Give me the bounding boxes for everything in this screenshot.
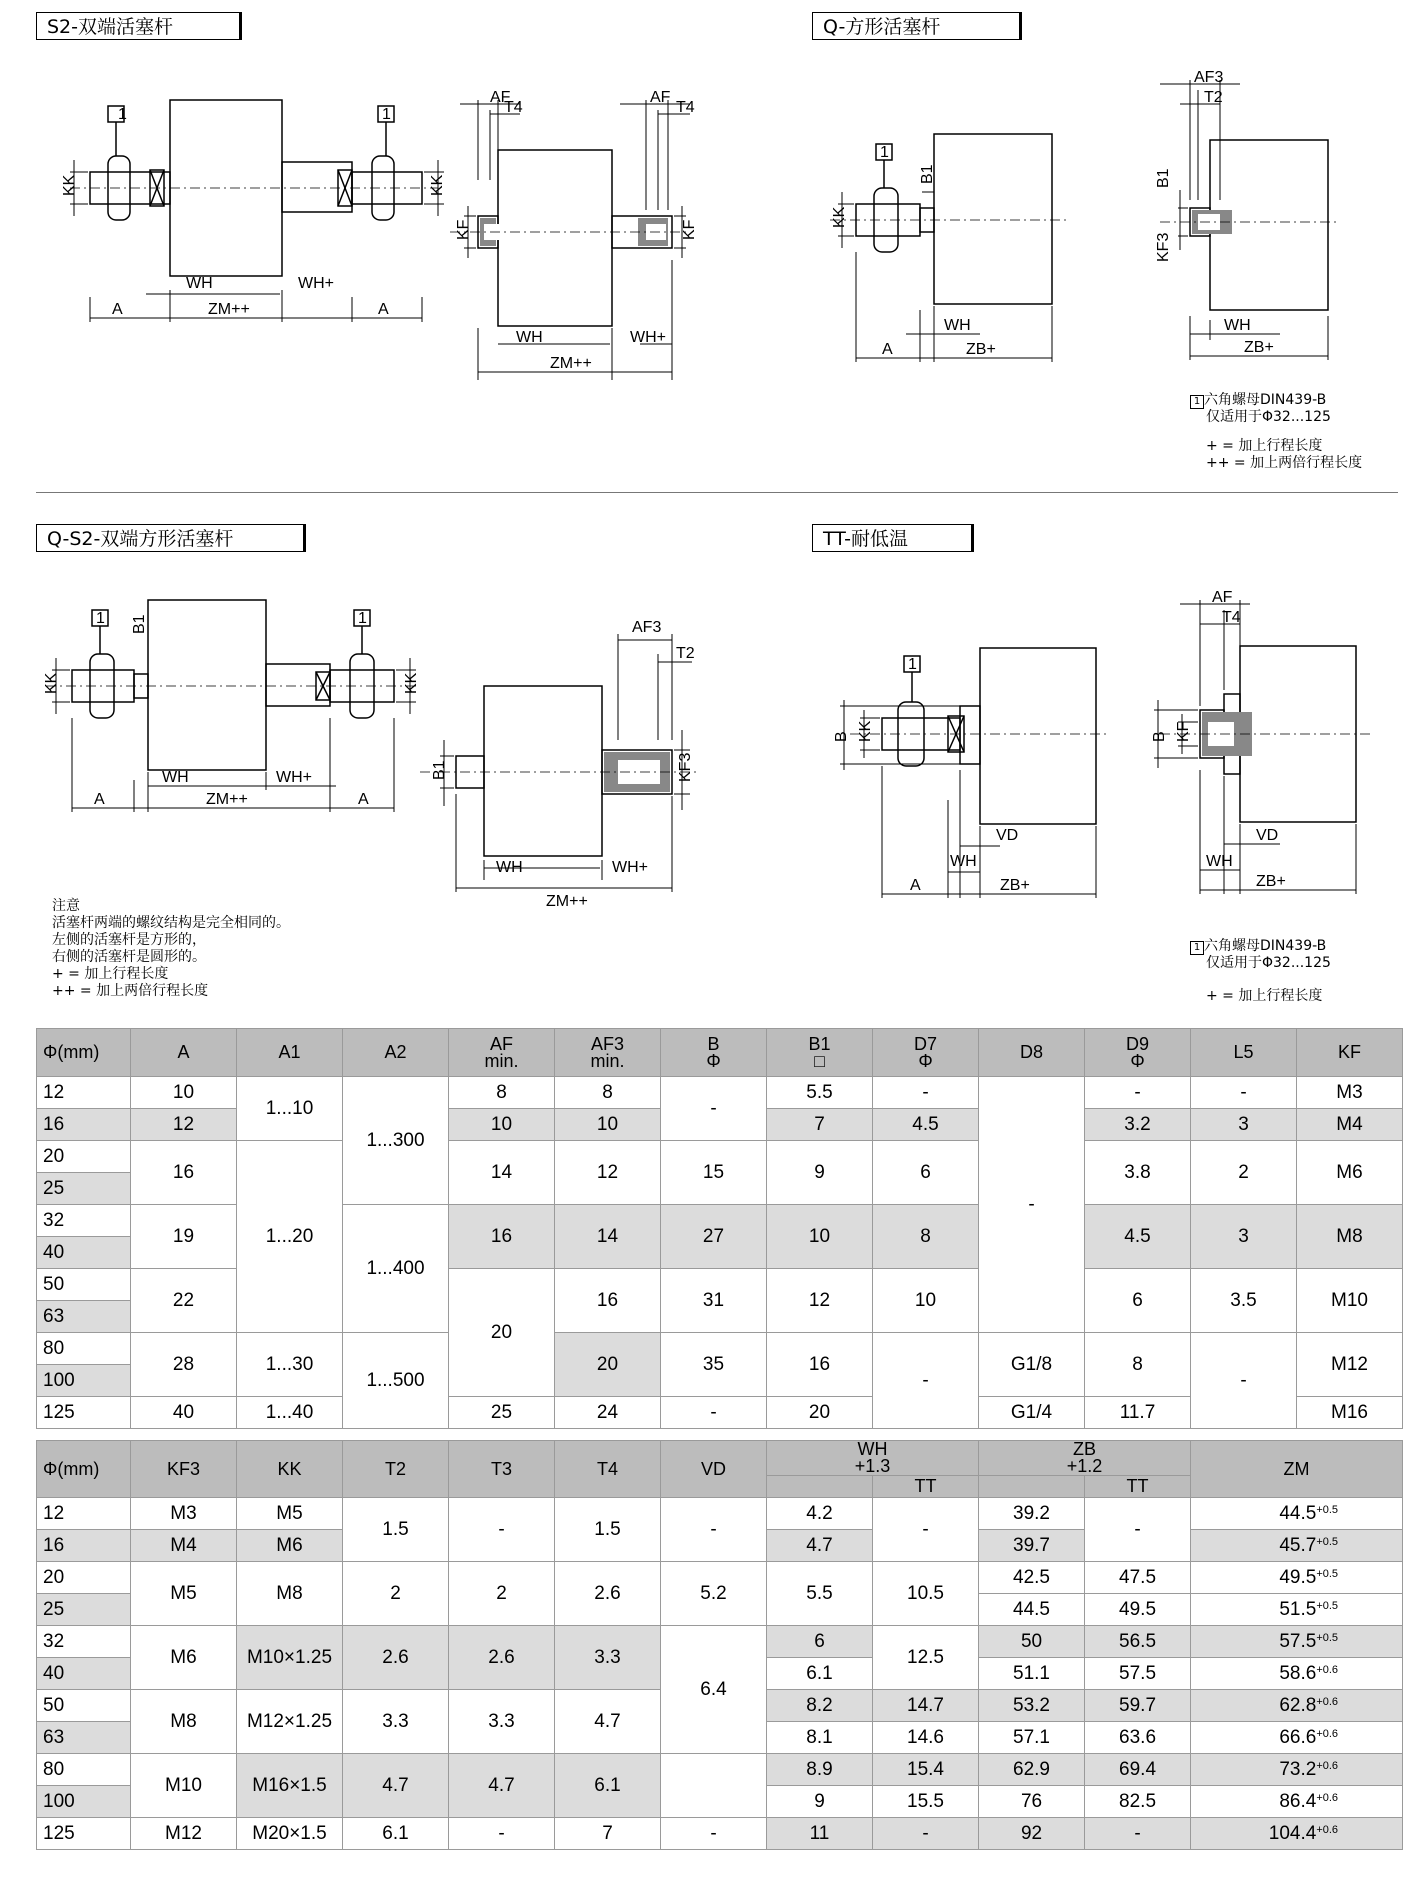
svg-text:ZM++: ZM++ [546,893,588,910]
svg-text:T4: T4 [1222,609,1241,626]
t2-cell: M8 [237,1562,343,1626]
t1-cell: 11.7 [1085,1397,1191,1429]
t1-header-phi: Φ(mm) [37,1029,131,1077]
t1-cell: 10 [873,1269,979,1333]
t2-cell: 16 [37,1530,131,1562]
t1-cell: 50 [37,1269,131,1301]
legend-bottom-nut-line1: 六角螺母DIN439-B [1204,938,1327,954]
t1-header-B1: B1 □ [767,1029,873,1077]
t1-cell: 12 [131,1109,237,1141]
drawing-s2-section [450,90,720,380]
section-title-qs2: Q-S2-双端方形活塞杆 [36,524,306,552]
t1-cell: G1/8 [979,1333,1085,1397]
t1-cell: 28 [131,1333,237,1397]
svg-text:AF: AF [1212,589,1233,606]
legend-plus: + = 加上行程长度 [1206,438,1323,454]
t2-cell: 49.5 [1085,1594,1191,1626]
t1-cell: 14 [449,1141,555,1205]
notice-line4: + = 加上行程长度 [52,966,169,982]
t1-cell: 10 [131,1077,237,1109]
drawing-s2-side [60,90,446,330]
svg-text:1: 1 [908,656,917,673]
t1-cell: 3.8 [1085,1141,1191,1205]
t2-cell: 12 [37,1498,131,1530]
t2-cell: 40 [37,1658,131,1690]
t2-header-KK: KK [237,1441,343,1498]
svg-text:KF: KF [1175,721,1192,742]
svg-text:1: 1 [382,106,391,123]
svg-text:WH: WH [944,317,971,334]
t2-cell: 25 [37,1594,131,1626]
svg-text:ZB+: ZB+ [1000,877,1030,894]
section-title-tt: TT-耐低温 [812,524,974,552]
t1-cell: 6 [1085,1269,1191,1333]
t2-cell: M5 [131,1562,237,1626]
t2-cell: 2 [449,1562,555,1626]
svg-text:KK: KK [61,174,78,196]
t1-cell: 5.5 [767,1077,873,1109]
svg-text:ZM++: ZM++ [206,791,248,808]
t2-cell: $86.4^{+0.6}$ [1191,1786,1403,1818]
t2-cell: $104.4^{+0.6}$ [1191,1818,1403,1850]
dimension-table-2 [36,1440,1403,1850]
t1-cell: - [661,1397,767,1429]
t2-cell: - [449,1498,555,1562]
svg-text:AF: AF [490,89,511,106]
t1-header-A1: A1 [237,1029,343,1077]
t1-header-D8: D8 [979,1029,1085,1077]
svg-text:WH: WH [162,769,189,786]
t2-header-ZB: ZB +1.2 [979,1441,1191,1476]
t2-cell: 6 [767,1626,873,1658]
t2-cell: 42.5 [979,1562,1085,1594]
notice-line2: 左侧的活塞杆是方形的， [52,932,206,948]
t2-cell: 39.7 [979,1530,1085,1562]
svg-text:KK: KK [857,720,874,742]
t1-cell: - [1085,1077,1191,1109]
svg-text:ZB+: ZB+ [1256,873,1286,890]
t1-cell: M8 [1297,1205,1403,1269]
svg-text:KF3: KF3 [1155,232,1172,262]
t1-cell: 20 [37,1141,131,1173]
t2-cell: $44.5^{+0.5}$ [1191,1498,1403,1530]
drawing-tt-side [830,640,1110,900]
t1-cell: 8 [449,1077,555,1109]
t1-cell: 16 [767,1333,873,1397]
svg-text:WH+: WH+ [612,859,648,876]
t2-cell: 14.7 [873,1690,979,1722]
svg-text:AF: AF [650,89,671,106]
svg-text:WH: WH [516,329,543,346]
t2-cell: 15.5 [873,1786,979,1818]
t2-cell: 3.3 [343,1690,449,1754]
section-divider [36,492,1398,493]
t2-cell: 47.5 [1085,1562,1191,1594]
t1-cell: 25 [449,1397,555,1429]
t1-header-L5: L5 [1191,1029,1297,1077]
svg-text:KK: KK [429,174,446,196]
t2-header-KF3: KF3 [131,1441,237,1498]
t1-cell: 16 [37,1109,131,1141]
t1-cell: 1...400 [343,1205,449,1333]
t2-cell: 125 [37,1818,131,1850]
t1-cell: 4.5 [1085,1205,1191,1269]
svg-text:1: 1 [880,144,889,161]
t1-cell: 3.2 [1085,1109,1191,1141]
t1-cell: - [873,1077,979,1109]
t1-cell: 16 [449,1205,555,1269]
t2-cell: 100 [37,1786,131,1818]
t2-cell: 2.6 [343,1626,449,1690]
t1-cell: 125 [37,1397,131,1429]
t2-cell: 2.6 [555,1562,661,1626]
svg-text:KF: KF [455,219,472,240]
svg-text:1: 1 [118,106,127,123]
legend-nut-line1: 六角螺母DIN439-B [1204,392,1327,408]
t2-cell: 3.3 [555,1626,661,1690]
svg-text:A: A [910,877,921,894]
svg-text:WH: WH [186,275,213,292]
svg-text:T4: T4 [676,99,695,116]
t2-cell: $58.6^{+0.6}$ [1191,1658,1403,1690]
svg-text:WH+: WH+ [630,329,666,346]
t2-cell: 4.2 [767,1498,873,1530]
t2-cell: 8.2 [767,1690,873,1722]
t1-cell: M16 [1297,1397,1403,1429]
t2-cell: 32 [37,1626,131,1658]
t1-cell: 12 [767,1269,873,1333]
svg-text:T2: T2 [1204,89,1223,106]
t1-cell: 8 [555,1077,661,1109]
t1-cell: 27 [661,1205,767,1269]
legend-nut-line2: 仅适用于Φ32...125 [1206,409,1331,425]
t2-cell: 82.5 [1085,1786,1191,1818]
t1-cell: 1...40 [237,1397,343,1429]
t2-header-T4: T4 [555,1441,661,1498]
t1-header-A: A [131,1029,237,1077]
notice-line5: ++ = 加上两倍行程长度 [52,983,209,999]
svg-text:WH+: WH+ [276,769,312,786]
t1-cell: 10 [767,1205,873,1269]
t1-cell: 10 [449,1109,555,1141]
t2-cell: M20×1.5 [237,1818,343,1850]
t1-header-B: B Φ [661,1029,767,1077]
svg-text:KK: KK [831,206,848,228]
t1-cell: M12 [1297,1333,1403,1397]
svg-text:B1: B1 [1155,168,1172,188]
t2-cell: 10.5 [873,1562,979,1626]
t1-cell: 1...30 [237,1333,343,1397]
svg-text:B: B [1151,731,1168,742]
svg-text:VD: VD [996,827,1019,844]
t2-cell: 12.5 [873,1626,979,1690]
t2-cell: 14.6 [873,1722,979,1754]
t1-cell: 19 [131,1205,237,1269]
t1-cell: 22 [131,1269,237,1333]
drawing-q-side [830,130,1080,370]
t1-cell: 20 [767,1397,873,1429]
legend-bottom-plus: + = 加上行程长度 [1206,988,1323,1004]
t1-cell: M10 [1297,1269,1403,1333]
t2-header-WH-std [767,1476,873,1498]
t1-header-AF: AF min. [449,1029,555,1077]
t2-cell: 6.1 [555,1754,661,1818]
t2-cell: $73.2^{+0.6}$ [1191,1754,1403,1786]
t2-cell: 44.5 [979,1594,1085,1626]
t1-cell: 12 [37,1077,131,1109]
t2-cell: 57.1 [979,1722,1085,1754]
svg-text:ZM++: ZM++ [208,301,250,318]
t2-cell: M6 [237,1530,343,1562]
t2-cell: 8.1 [767,1722,873,1754]
t1-header-KF: KF [1297,1029,1403,1077]
t2-cell: 6.1 [343,1818,449,1850]
svg-text:WH: WH [950,853,977,870]
svg-text:A: A [358,791,369,808]
svg-text:AF3: AF3 [1194,69,1224,86]
t2-cell: 59.7 [1085,1690,1191,1722]
t2-cell: M4 [131,1530,237,1562]
t2-cell: 4.7 [767,1530,873,1562]
t1-cell: - [661,1077,767,1141]
legend-plusplus: ++ = 加上两倍行程长度 [1206,455,1363,471]
legend-bottom-nut-line2: 仅适用于Φ32...125 [1206,955,1331,971]
t2-cell: 4.7 [343,1754,449,1818]
svg-text:T4: T4 [504,99,523,116]
t1-cell: 6 [873,1141,979,1205]
svg-text:ZM++: ZM++ [550,355,592,372]
notice-line1: 活塞杆两端的螺纹结构是完全相同的。 [52,915,290,931]
t2-cell: 92 [979,1818,1085,1850]
svg-text:ZB+: ZB+ [966,341,996,358]
t2-cell: 7 [555,1818,661,1850]
t2-cell: M8 [131,1690,237,1754]
t1-cell: 12 [555,1141,661,1205]
t2-cell: 6.1 [767,1658,873,1690]
t2-cell: 76 [979,1786,1085,1818]
t1-cell: 3 [1191,1109,1297,1141]
t1-cell: 100 [37,1365,131,1397]
t2-cell: 80 [37,1754,131,1786]
t1-cell: - [1191,1077,1297,1109]
svg-text:A: A [378,301,389,318]
t2-cell: $66.6^{+0.6}$ [1191,1722,1403,1754]
svg-text:1: 1 [96,610,105,627]
t2-cell: 53.2 [979,1690,1085,1722]
svg-text:VD: VD [1256,827,1279,844]
t2-cell: 2.6 [449,1626,555,1690]
t2-cell: $51.5^{+0.5}$ [1191,1594,1403,1626]
t2-cell: $49.5^{+0.5}$ [1191,1562,1403,1594]
svg-text:1: 1 [358,610,367,627]
dimension-table-1 [36,1028,1403,1429]
svg-text:KF: KF [681,219,698,240]
t1-cell: - [873,1333,979,1429]
svg-text:ZB+: ZB+ [1244,339,1274,356]
t2-cell: M6 [131,1626,237,1690]
t2-cell: 6.4 [661,1626,767,1754]
t2-cell: 1.5 [555,1498,661,1562]
t2-cell: 15.4 [873,1754,979,1786]
t1-cell: 10 [555,1109,661,1141]
t1-cell: 1...500 [343,1333,449,1429]
t1-cell: 1...10 [237,1077,343,1141]
t1-cell: 40 [131,1397,237,1429]
t2-cell: $57.5^{+0.5}$ [1191,1626,1403,1658]
t2-cell: 63.6 [1085,1722,1191,1754]
section-title-s2: S2-双端活塞杆 [36,12,242,40]
svg-text:WH: WH [1206,853,1233,870]
svg-text:WH: WH [1224,317,1251,334]
t1-cell: 20 [555,1333,661,1397]
notice-block [52,898,290,1000]
t1-cell: 15 [661,1141,767,1205]
t1-cell: 16 [555,1269,661,1333]
drawing-q-section [1120,70,1350,370]
svg-text:B1: B1 [919,164,936,184]
t1-cell: 4.5 [873,1109,979,1141]
t2-cell: 39.2 [979,1498,1085,1530]
t1-header-A2: A2 [343,1029,449,1077]
t2-header-WH-TT: TT [873,1476,979,1498]
t1-cell: 16 [131,1141,237,1205]
t2-cell: 3.3 [449,1690,555,1754]
t1-cell: 7 [767,1109,873,1141]
notice-line3: 右侧的活塞杆是圆形的。 [52,949,206,965]
t1-cell: 25 [37,1173,131,1205]
t2-cell: - [873,1818,979,1850]
svg-text:B1: B1 [431,760,448,780]
drawing-tt-section [1140,590,1380,910]
t2-cell: M12 [131,1818,237,1850]
t2-cell: 11 [767,1818,873,1850]
t1-cell: 3.5 [1191,1269,1297,1333]
svg-text:AF3: AF3 [632,619,662,636]
svg-text:T2: T2 [676,645,695,662]
t1-cell: M3 [1297,1077,1403,1109]
t1-cell: 14 [555,1205,661,1269]
svg-text:A: A [112,301,123,318]
t2-cell: - [873,1498,979,1562]
drawing-qs2-side [36,600,436,820]
t1-cell: 35 [661,1333,767,1397]
t2-cell: 4.7 [449,1754,555,1818]
legend-bottom: 1 六角螺母DIN439-B 仅适用于Φ32...125 + = 加上行程长度 [1190,938,1331,1005]
t2-cell: 4.7 [555,1690,661,1754]
t2-cell: M3 [131,1498,237,1530]
t2-cell: M10×1.25 [237,1626,343,1690]
t1-cell: 8 [873,1205,979,1269]
t1-cell: 63 [37,1301,131,1333]
svg-text:WH+: WH+ [298,275,334,292]
t2-cell: 51.1 [979,1658,1085,1690]
drawing-qs2-section [420,610,720,910]
t2-cell: - [661,1498,767,1562]
t1-cell: 1...20 [237,1141,343,1333]
t2-header-VD: VD [661,1441,767,1498]
svg-text:B: B [833,731,850,742]
svg-text:B1: B1 [131,614,148,634]
t1-header-AF3: AF3 min. [555,1029,661,1077]
t2-cell: 63 [37,1722,131,1754]
t2-cell: 5.5 [767,1562,873,1626]
svg-text:WH: WH [496,859,523,876]
svg-text:KK: KK [403,672,420,694]
t1-header-D7: D7 Φ [873,1029,979,1077]
t2-cell: 50 [979,1626,1085,1658]
t2-cell: 50 [37,1690,131,1722]
t2-cell: - [661,1818,767,1850]
svg-text:KK: KK [43,672,60,694]
t2-cell [661,1754,767,1818]
section-title-q: Q-方形活塞杆 [812,12,1022,40]
t2-cell: 56.5 [1085,1626,1191,1658]
t2-cell: 5.2 [661,1562,767,1626]
t1-cell: 9 [767,1141,873,1205]
t2-cell: 69.4 [1085,1754,1191,1786]
t1-cell: G1/4 [979,1397,1085,1429]
t2-cell: 8.9 [767,1754,873,1786]
t1-cell: - [979,1077,1085,1333]
t2-cell: $45.7^{+0.5}$ [1191,1530,1403,1562]
t2-cell: - [1085,1818,1191,1850]
t1-cell: 40 [37,1237,131,1269]
t1-cell: 2 [1191,1141,1297,1205]
t1-cell: - [1191,1333,1297,1429]
t1-cell: 32 [37,1205,131,1237]
svg-text:A: A [94,791,105,808]
legend-top: 1 六角螺母DIN439-B 仅适用于Φ32...125 + = 加上行程长度 ++ = 加上两倍行程长度 [1190,392,1362,472]
t2-header-phi: Φ(mm) [37,1441,131,1498]
t2-cell: 57.5 [1085,1658,1191,1690]
t2-cell: M5 [237,1498,343,1530]
notice-title: 注意 [52,898,80,914]
t2-cell: - [1085,1498,1191,1562]
t2-cell: - [449,1818,555,1850]
t1-cell: 3 [1191,1205,1297,1269]
t2-cell: 2 [343,1562,449,1626]
t1-cell: 80 [37,1333,131,1365]
t2-header-WH: WH +1.3 [767,1441,979,1476]
t1-cell: 1...300 [343,1077,449,1205]
t1-cell: 8 [1085,1333,1191,1397]
t2-cell: M12×1.25 [237,1690,343,1754]
t2-header-T3: T3 [449,1441,555,1498]
t2-cell: $62.8^{+0.6}$ [1191,1690,1403,1722]
t2-cell: M16×1.5 [237,1754,343,1818]
t1-cell: 31 [661,1269,767,1333]
t2-cell: 20 [37,1562,131,1594]
t2-cell: 1.5 [343,1498,449,1562]
t2-header-ZB-std [979,1476,1085,1498]
svg-text:A: A [882,341,893,358]
t2-header-T2: T2 [343,1441,449,1498]
t2-cell: 9 [767,1786,873,1818]
t1-header-D9: D9 Φ [1085,1029,1191,1077]
t1-cell: M6 [1297,1141,1403,1205]
svg-text:KF3: KF3 [677,752,694,782]
t2-cell: M10 [131,1754,237,1818]
t2-header-ZM: ZM [1191,1441,1403,1498]
t2-cell: 62.9 [979,1754,1085,1786]
t2-header-ZB-TT: TT [1085,1476,1191,1498]
t1-cell: M4 [1297,1109,1403,1141]
t1-cell: 20 [449,1269,555,1397]
t1-cell: 24 [555,1397,661,1429]
